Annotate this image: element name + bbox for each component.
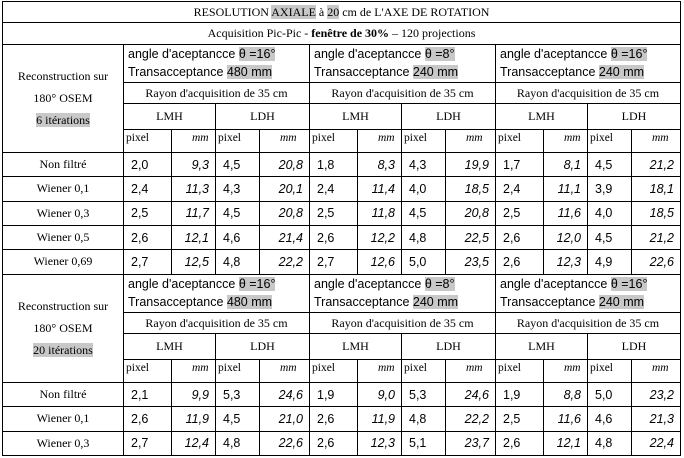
reconstruction-label <box>3 44 124 152</box>
value-mm: 12,0 <box>544 225 588 249</box>
lmh-header: LMH <box>124 104 216 129</box>
filter-label: Wiener 0,1 <box>3 407 124 431</box>
value-pixel: 2,6 <box>124 225 172 249</box>
value-mm: 11,8 <box>358 201 402 225</box>
filter-label: Non filtré <box>3 382 124 406</box>
value-mm: 11,1 <box>544 177 588 201</box>
value-mm: 20,8 <box>260 201 310 225</box>
value-mm: 22,4 <box>632 431 681 455</box>
value-mm: 12,5 <box>172 250 216 274</box>
recon-algo: 180° OSEM <box>33 321 93 336</box>
value-pixel: 3,9 <box>588 177 632 201</box>
subtitle-text: Acquisition Pic-Pic - <box>207 25 312 40</box>
unit-mm-header: mm <box>446 359 496 382</box>
title-text: à <box>315 4 328 19</box>
value-mm: 9,0 <box>358 382 402 406</box>
value-mm: 11,9 <box>358 407 402 431</box>
value-pixel: 1,9 <box>496 382 544 406</box>
value-pixel: 2,5 <box>496 201 544 225</box>
recon-algo: 180° OSEM <box>33 91 93 106</box>
value-pixel: 2,4 <box>496 177 544 201</box>
value-pixel: 5,0 <box>588 382 632 406</box>
title-highlight: 20 <box>327 4 340 19</box>
acceptance-header <box>496 274 681 313</box>
value-mm: 12,4 <box>172 431 216 455</box>
angle-value: θ =16° <box>238 47 276 62</box>
value-mm: 21,0 <box>260 407 310 431</box>
unit-mm-header: mm <box>544 129 588 152</box>
title-text: cm de L'AXE DE ROTATION <box>339 4 490 19</box>
ldh-header: LDH <box>402 334 496 359</box>
value-pixel: 4,8 <box>588 431 632 455</box>
filter-label: Wiener 0,5 <box>3 225 124 249</box>
unit-pixel-header: pixel <box>402 359 446 382</box>
filter-label: Wiener 0,3 <box>3 431 124 455</box>
resolution-table <box>2 1 681 456</box>
value-mm: 18,5 <box>632 201 681 225</box>
value-pixel: 2,4 <box>310 177 358 201</box>
value-mm: 12,3 <box>358 431 402 455</box>
value-pixel: 2,5 <box>124 201 172 225</box>
value-pixel: 4,5 <box>588 152 632 176</box>
value-mm: 20,8 <box>446 201 496 225</box>
value-mm: 23,2 <box>632 382 681 406</box>
value-mm: 24,6 <box>260 382 310 406</box>
value-pixel: 4,5 <box>402 201 446 225</box>
value-pixel: 2,6 <box>310 431 358 455</box>
angle-label: angle d'aceptancce <box>500 277 611 292</box>
value-pixel: 4,0 <box>402 177 446 201</box>
value-pixel: 2,6 <box>496 250 544 274</box>
unit-pixel-header: pixel <box>216 129 260 152</box>
value-pixel: 2,6 <box>496 431 544 455</box>
unit-mm-header: mm <box>358 129 402 152</box>
value-mm: 18,1 <box>632 177 681 201</box>
lmh-header: LMH <box>496 104 588 129</box>
filter-label: Wiener 0,1 <box>3 177 124 201</box>
recon-method: Reconstruction sur <box>17 299 109 314</box>
value-pixel: 2,7 <box>124 431 172 455</box>
value-mm: 24,6 <box>446 382 496 406</box>
unit-mm-header: mm <box>172 129 216 152</box>
subtitle-text: – 120 projections <box>389 25 476 40</box>
transacceptance-value: 240 mm <box>598 295 645 310</box>
lmh-header: LMH <box>124 334 216 359</box>
subtitle-bold: fenêtre de 30% <box>311 25 390 40</box>
title-highlight: AXIALE <box>271 4 316 19</box>
value-mm: 12,6 <box>358 250 402 274</box>
value-pixel: 4,5 <box>216 152 260 176</box>
unit-pixel-header: pixel <box>588 129 632 152</box>
transacceptance-label: Transacceptance <box>314 65 413 80</box>
value-pixel: 2,6 <box>310 225 358 249</box>
acquisition-radius: Rayon d'acquisition de 35 cm <box>496 313 681 334</box>
unit-pixel-header: pixel <box>588 359 632 382</box>
value-pixel: 2,6 <box>496 225 544 249</box>
value-mm: 11,7 <box>172 201 216 225</box>
value-mm: 22,2 <box>446 407 496 431</box>
transacceptance-label: Transacceptance <box>314 295 413 310</box>
recon-iterations: 20 itérations <box>33 343 93 358</box>
value-mm: 21,2 <box>632 152 681 176</box>
value-pixel: 4,6 <box>588 407 632 431</box>
value-mm: 22,2 <box>260 250 310 274</box>
unit-pixel-header: pixel <box>124 129 172 152</box>
angle-value: θ =16° <box>610 277 648 292</box>
acceptance-header <box>124 44 310 83</box>
value-mm: 12,2 <box>358 225 402 249</box>
unit-pixel-header: pixel <box>496 359 544 382</box>
value-pixel: 2,6 <box>310 407 358 431</box>
lmh-header: LMH <box>310 104 402 129</box>
unit-pixel-header: pixel <box>402 129 446 152</box>
value-mm: 11,9 <box>172 407 216 431</box>
transacceptance-value: 240 mm <box>412 65 459 80</box>
angle-label: angle d'aceptancce <box>314 277 425 292</box>
unit-mm-header: mm <box>260 129 310 152</box>
unit-mm-header: mm <box>632 129 681 152</box>
angle-value: θ =16° <box>238 277 276 292</box>
acquisition-radius: Rayon d'acquisition de 35 cm <box>124 83 310 104</box>
value-mm: 8,8 <box>544 382 588 406</box>
value-pixel: 5,3 <box>402 382 446 406</box>
value-mm: 8,1 <box>544 152 588 176</box>
value-pixel: 4,9 <box>588 250 632 274</box>
acceptance-header <box>310 274 496 313</box>
transacceptance-value: 480 mm <box>226 295 273 310</box>
unit-mm-header: mm <box>260 359 310 382</box>
value-pixel: 4,0 <box>588 201 632 225</box>
angle-label: angle d'aceptancce <box>128 277 239 292</box>
value-mm: 22,6 <box>632 250 681 274</box>
transacceptance-label: Transacceptance <box>128 295 227 310</box>
unit-pixel-header: pixel <box>216 359 260 382</box>
value-mm: 21,2 <box>632 225 681 249</box>
value-pixel: 2,1 <box>124 382 172 406</box>
ldh-header: LDH <box>588 104 681 129</box>
value-pixel: 2,7 <box>124 250 172 274</box>
reconstruction-label <box>3 274 124 382</box>
angle-value: θ =8° <box>424 47 455 62</box>
value-mm: 11,6 <box>544 201 588 225</box>
value-pixel: 5,0 <box>402 250 446 274</box>
value-mm: 12,3 <box>544 250 588 274</box>
value-pixel: 4,6 <box>216 225 260 249</box>
value-pixel: 4,5 <box>216 201 260 225</box>
value-mm: 22,5 <box>446 225 496 249</box>
value-mm: 12,1 <box>172 225 216 249</box>
acquisition-radius: Rayon d'acquisition de 35 cm <box>310 83 496 104</box>
acceptance-header <box>310 44 496 83</box>
transacceptance-label: Transacceptance <box>128 65 227 80</box>
ldh-header: LDH <box>402 104 496 129</box>
lmh-header: LMH <box>496 334 588 359</box>
unit-pixel-header: pixel <box>496 129 544 152</box>
unit-mm-header: mm <box>632 359 681 382</box>
ldh-header: LDH <box>588 334 681 359</box>
value-pixel: 1,9 <box>310 382 358 406</box>
table-subtitle <box>3 23 681 44</box>
unit-mm-header: mm <box>358 359 402 382</box>
table-title <box>3 2 681 23</box>
angle-label: angle d'aceptancce <box>314 47 425 62</box>
value-pixel: 2,0 <box>124 152 172 176</box>
value-mm: 11,3 <box>172 177 216 201</box>
acquisition-radius: Rayon d'acquisition de 35 cm <box>124 313 310 334</box>
value-mm: 20,1 <box>260 177 310 201</box>
value-pixel: 2,6 <box>124 407 172 431</box>
unit-mm-header: mm <box>172 359 216 382</box>
value-pixel: 1,8 <box>310 152 358 176</box>
value-pixel: 2,7 <box>310 250 358 274</box>
value-pixel: 2,5 <box>310 201 358 225</box>
acceptance-header <box>496 44 681 83</box>
value-mm: 19,9 <box>446 152 496 176</box>
ldh-header: LDH <box>216 104 310 129</box>
value-pixel: 4,3 <box>402 152 446 176</box>
value-mm: 9,3 <box>172 152 216 176</box>
value-mm: 21,4 <box>260 225 310 249</box>
filter-label: Wiener 0,3 <box>3 201 124 225</box>
angle-value: θ =8° <box>424 277 455 292</box>
value-mm: 11,4 <box>358 177 402 201</box>
angle-value: θ =16° <box>610 47 648 62</box>
value-pixel: 4,5 <box>588 225 632 249</box>
value-pixel: 4,8 <box>216 250 260 274</box>
value-pixel: 1,7 <box>496 152 544 176</box>
transacceptance-label: Transacceptance <box>500 295 599 310</box>
acquisition-radius: Rayon d'acquisition de 35 cm <box>496 83 681 104</box>
recon-iterations: 6 itérations <box>36 113 90 128</box>
recon-method: Reconstruction sur <box>17 69 109 84</box>
unit-pixel-header: pixel <box>310 129 358 152</box>
transacceptance-value: 240 mm <box>412 295 459 310</box>
ldh-header: LDH <box>216 334 310 359</box>
value-mm: 18,5 <box>446 177 496 201</box>
angle-label: angle d'aceptancce <box>500 47 611 62</box>
value-mm: 20,8 <box>260 152 310 176</box>
lmh-header: LMH <box>310 334 402 359</box>
value-pixel: 4,3 <box>216 177 260 201</box>
acquisition-radius: Rayon d'acquisition de 35 cm <box>310 313 496 334</box>
title-text: RESOLUTION <box>193 4 272 19</box>
value-pixel: 4,8 <box>402 407 446 431</box>
value-mm: 12,1 <box>544 431 588 455</box>
transacceptance-label: Transacceptance <box>500 65 599 80</box>
value-mm: 22,6 <box>260 431 310 455</box>
filter-label: Wiener 0,69 <box>3 250 124 274</box>
transacceptance-value: 240 mm <box>598 65 645 80</box>
unit-pixel-header: pixel <box>310 359 358 382</box>
value-mm: 23,5 <box>446 250 496 274</box>
value-mm: 21,3 <box>632 407 681 431</box>
value-pixel: 2,4 <box>124 177 172 201</box>
value-mm: 11,6 <box>544 407 588 431</box>
value-mm: 8,3 <box>358 152 402 176</box>
unit-pixel-header: pixel <box>124 359 172 382</box>
filter-label: Non filtré <box>3 152 124 176</box>
transacceptance-value: 480 mm <box>226 65 273 80</box>
value-pixel: 5,3 <box>216 382 260 406</box>
value-mm: 9,9 <box>172 382 216 406</box>
unit-mm-header: mm <box>446 129 496 152</box>
angle-label: angle d'aceptancce <box>128 47 239 62</box>
value-pixel: 4,8 <box>402 225 446 249</box>
acceptance-header <box>124 274 310 313</box>
unit-mm-header: mm <box>544 359 588 382</box>
value-mm: 23,7 <box>446 431 496 455</box>
value-pixel: 5,1 <box>402 431 446 455</box>
value-pixel: 4,5 <box>216 407 260 431</box>
value-pixel: 2,5 <box>496 407 544 431</box>
value-pixel: 4,8 <box>216 431 260 455</box>
